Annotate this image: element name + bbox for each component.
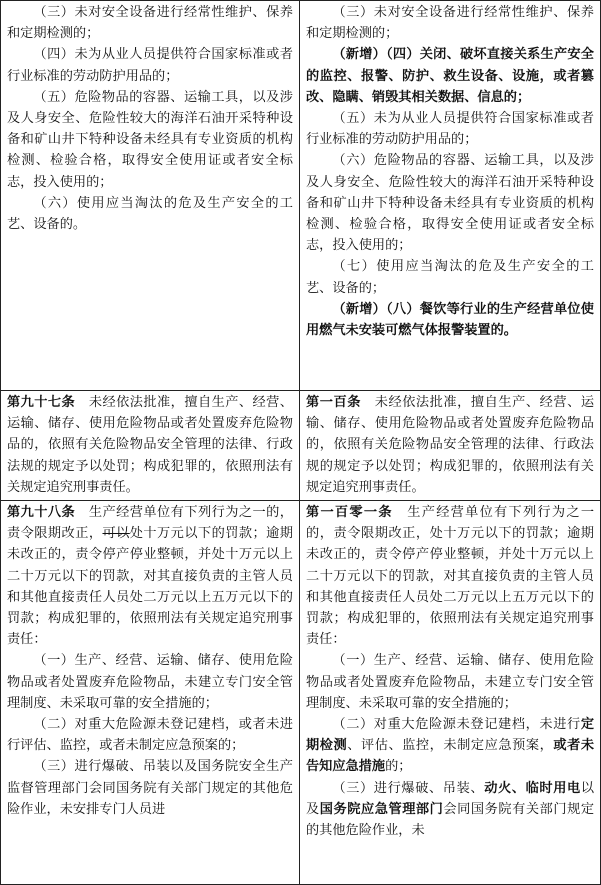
article-number: 第九十八条 xyxy=(7,505,76,521)
added-text: 或者未告知应急措施 xyxy=(306,738,595,775)
clause-text: 的； xyxy=(385,759,412,775)
added-text: 国务院应急管理部门 xyxy=(319,801,444,817)
deleted-text: 可以 xyxy=(102,526,130,542)
clause-paragraph: （三）未对安全设备进行经常性维护、保养和定期检测的； xyxy=(306,5,594,42)
revised-text-cell xyxy=(300,501,601,885)
article-text: 未经依法批准，擅自生产、经营、运输、储存、使用危险物品或者处置废弃危险物品的，依照有关危险物品安全管理的法律、行政法规的规定予以处罚；构成犯罪的，依照刑法有关规定追究刑事责任。 xyxy=(7,395,293,495)
article-text: 生产经营单位有下列行为之一的，责令限期改正， xyxy=(7,505,293,542)
article-text: 未经依法批准，擅自生产、经营、运输、储存、使用危险物品或者处置废弃危险物品的，依照有关危险物品安全管理的法律、行政法规的规定予以处罚；构成犯罪的，依照刑法有关规定追究刑事责任。 xyxy=(306,395,595,495)
table-row xyxy=(1,1,601,391)
clause-text: 、评估、监控，未制定应急预案， xyxy=(347,738,554,754)
article-paragraph xyxy=(306,502,594,650)
table-row xyxy=(1,501,601,885)
article-number: 第一百条 xyxy=(306,395,361,410)
original-text-cell xyxy=(1,1,300,391)
new-clause-paragraph: （新增）（四）关闭、破坏直接关系生产安全的监控、报警、防护、救生设备、设施，或者篡改、隐瞒、销毁其相关数据、信息的； xyxy=(306,47,594,105)
table-row xyxy=(1,391,601,501)
clause-text: （二）对重大危险源未登记建档，未进行 xyxy=(332,717,581,733)
clause-paragraph: （五）危险物品的容器、运输工具，以及涉及人身安全、危险性较大的海洋石油开采特种设备和矿山井下特种设备未经具有专业资质的机构检测、检验合格，取得安全使用证或者安全标志，投入使用的； xyxy=(7,89,293,190)
original-text-cell xyxy=(1,391,300,501)
added-text: 定期检测 xyxy=(306,717,594,754)
article-number: 第九十七条 xyxy=(7,395,76,410)
article-paragraph xyxy=(7,392,293,498)
revised-text-cell xyxy=(300,391,601,501)
clause-paragraph xyxy=(306,714,594,778)
clause-paragraph: （二）对重大危险源未登记建档，或者未进行评估、监控，或者未制定应急预案的； xyxy=(7,717,293,754)
clause-paragraph: （六）使用应当淘汰的危及生产安全的工艺、设备的。 xyxy=(7,195,293,233)
article-paragraph xyxy=(7,502,293,650)
clause-paragraph: （三）未对安全设备进行经常性维护、保养和定期检测的； xyxy=(7,5,293,42)
clause-paragraph: （五）未为从业人员提供符合国家标准或者行业标准的劳动防护用品的； xyxy=(306,111,594,148)
clause-paragraph: （一）生产、经营、运输、储存、使用危险物品或者处置废弃危险物品，未建立专门安全管理制度、未采取可靠的安全措施的； xyxy=(7,653,293,711)
clause-text: 会同国务院有关部门规定的其他危险作业，未 xyxy=(306,801,595,839)
article-number: 第一百零一条 xyxy=(306,505,393,521)
clause-paragraph: （三）进行爆破、吊装以及国务院安全生产监督管理部门会同国务院有关部门规定的其他危险作业，未安排专门人员进 xyxy=(7,759,293,817)
added-text: 动火、临时用电 xyxy=(484,780,581,796)
article-paragraph xyxy=(306,392,594,498)
clause-paragraph: （六）危险物品的容器、运输工具，以及涉及人身安全、危险性较大的海洋石油开采特种设备和矿山井下特种设备未经具有专业资质的机构检测、检验合格，取得安全使用证或者安全标志，投入使用的； xyxy=(306,153,594,254)
article-text: 生产经营单位有下列行为之一的，责令限期改正，处十万元以下的罚款；逾期未改正的，责令停产停业整顿，并处十万元以上二十万元以下的罚款，对其直接负责的主管人员和其他直接责任人员处二万元以上五万元以下的罚款；构成犯罪的，依照刑法有关规定追究刑事责任： xyxy=(306,505,595,648)
new-clause-paragraph: （新增）（八）餐饮等行业的生产经营单位使用燃气未安装可燃气体报警装置的。 xyxy=(306,301,594,339)
clause-paragraph xyxy=(306,778,594,842)
article-text: 处十万元以下的罚款；逾期未改正的，责令停产停业整顿，并处十万元以上二十万元以下的罚款，对其直接负责的主管人员和其他直接责任人员处二万元以上五万元以下的罚款；构成犯罪的，依照刑法有关规定追究刑事责任： xyxy=(7,526,293,648)
clause-text: （三）进行爆破、吊装、 xyxy=(332,780,485,796)
original-text-cell xyxy=(1,501,300,885)
clause-paragraph: （一）生产、经营、运输、储存、使用危险物品或者处置废弃危险物品，未建立专门安全管理制度、未采取可靠的安全措施的； xyxy=(306,653,594,711)
clause-paragraph: （七）使用应当淘汰的危及生产安全的工艺、设备的； xyxy=(306,259,594,296)
revised-text-cell xyxy=(300,1,601,391)
clause-text: 以及 xyxy=(306,780,594,817)
clause-paragraph: （四）未为从业人员提供符合国家标准或者行业标准的劳动防护用品的； xyxy=(7,47,293,84)
